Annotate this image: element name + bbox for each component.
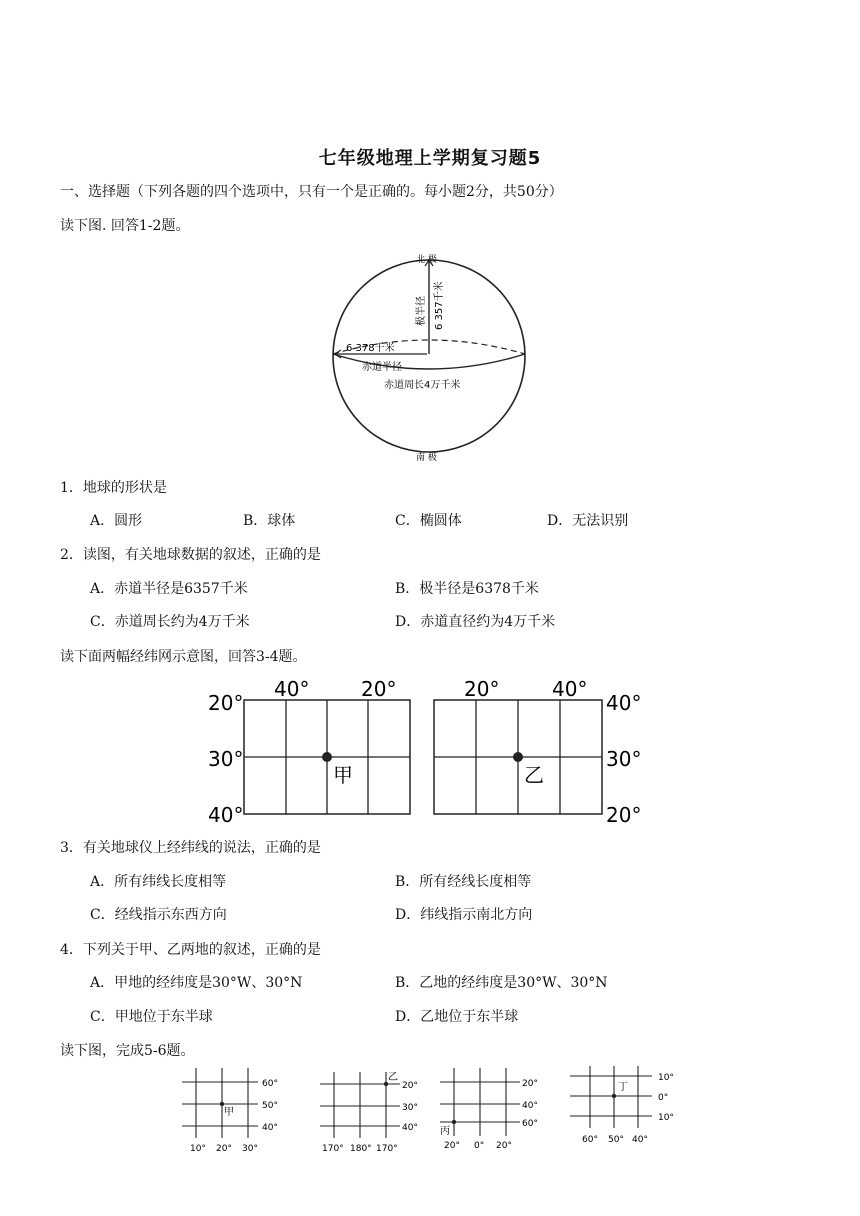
small-bing-bottom-2: 0° — [474, 1141, 485, 1151]
yi-top-label-2: 40° — [552, 677, 588, 701]
small-jia-point: 甲 — [224, 1107, 234, 1118]
q1-option-d[interactable]: D．无法识别 — [547, 513, 629, 529]
polar-radius-value: 6 357千米 — [434, 281, 445, 330]
equator-circumference-label: 赤道周长4万千米 — [384, 380, 461, 391]
section-heading: 一、选择题（下列各题的四个选项中，只有一个是正确的。每小题2分，共50分） — [60, 184, 563, 200]
jia-left-label-3: 40° — [208, 803, 244, 826]
small-yi-bottom-3: 170° — [376, 1144, 398, 1154]
q4-option-c[interactable]: C．甲地位于东半球 — [90, 1009, 213, 1025]
small-yi-bottom-2: 180° — [350, 1144, 372, 1154]
north-pole-label: 北 极 — [416, 255, 437, 265]
intro-5-6: 读下图，完成5-6题。 — [60, 1043, 195, 1059]
intro-1-2: 读下图. 回答1-2题。 — [60, 218, 190, 234]
small-graticule-bing — [436, 1064, 552, 1156]
jia-top-label-2: 20° — [361, 677, 397, 701]
q4-option-a[interactable]: A．甲地的经纬度是30°W、30°N — [90, 975, 303, 991]
q3-option-c[interactable]: C．经线指示东西方向 — [90, 907, 227, 923]
small-bing-right-1: 20° — [522, 1079, 538, 1089]
globe-diagram — [326, 248, 536, 464]
q2-option-b[interactable]: B．极半径是6378千米 — [395, 581, 539, 597]
q2-option-c[interactable]: C．赤道周长约为4万千米 — [90, 614, 250, 630]
equatorial-radius-label: 赤道半径 — [362, 362, 402, 373]
small-bing-bottom-1: 20° — [444, 1141, 460, 1151]
question-1-stem: 1．地球的形状是 — [60, 480, 167, 496]
south-pole-label: 南 极 — [416, 453, 437, 463]
q3-option-a[interactable]: A．所有纬线长度相等 — [90, 874, 227, 890]
small-ding-bottom-2: 50° — [608, 1135, 624, 1145]
small-yi-right-2: 30° — [402, 1103, 418, 1113]
small-graticule-ding — [566, 1064, 686, 1156]
small-bing-bottom-3: 20° — [496, 1141, 512, 1151]
small-jia-right-1: 60° — [262, 1079, 278, 1089]
yi-right-label-1: 40° — [606, 691, 642, 715]
small-yi-right-3: 40° — [402, 1123, 418, 1133]
q4-option-d[interactable]: D．乙地位于东半球 — [395, 1009, 519, 1025]
small-bing-right-3: 60° — [522, 1119, 538, 1129]
small-jia-bottom-1: 10° — [190, 1144, 206, 1154]
point-jia-marker — [322, 752, 332, 762]
q2-option-d[interactable]: D．赤道直径约为4万千米 — [395, 614, 556, 630]
q1-option-a[interactable]: A．圆形 — [90, 513, 143, 529]
q3-option-b[interactable]: B．所有经线长度相等 — [395, 874, 532, 890]
small-jia-bottom-2: 20° — [216, 1144, 232, 1154]
small-ding-right-1: 10° — [658, 1073, 674, 1083]
yi-right-label-3: 20° — [606, 803, 642, 826]
equatorial-radius-value: 6 378千米 — [346, 343, 395, 354]
q1-option-c[interactable]: C．椭圆体 — [395, 513, 462, 529]
small-jia-bottom-3: 30° — [242, 1144, 258, 1154]
small-yi-point: 乙 — [388, 1072, 398, 1083]
jia-point-label: 甲 — [333, 763, 353, 787]
yi-right-label-2: 30° — [606, 747, 642, 771]
question-4-stem: 4．下列关于甲、乙两地的叙述，正确的是 — [60, 942, 321, 958]
jia-left-label-1: 20° — [208, 691, 244, 715]
small-jia-right-3: 40° — [262, 1123, 278, 1133]
point-yi-marker — [513, 752, 523, 762]
small-yi-right-1: 20° — [402, 1081, 418, 1091]
yi-top-label-1: 20° — [464, 677, 500, 701]
small-ding-point: 丁 — [618, 1082, 628, 1093]
q1-option-b[interactable]: B．球体 — [243, 513, 296, 529]
polar-radius-label: 极半径 — [416, 296, 427, 326]
small-bing-point: 丙 — [440, 1126, 450, 1137]
page-title: 七年级地理上学期复习题5 — [318, 148, 542, 169]
q4-option-b[interactable]: B．乙地的经纬度是30°W、30°N — [395, 975, 608, 991]
graticule-jia — [206, 674, 416, 826]
question-3-stem: 3．有关地球仪上经纬线的说法，正确的是 — [60, 840, 321, 856]
small-ding-right-3: 10° — [658, 1113, 674, 1123]
intro-3-4: 读下面两幅经纬网示意图，回答3-4题。 — [60, 649, 307, 665]
small-ding-bottom-1: 60° — [582, 1135, 598, 1145]
small-yi-bottom-1: 170° — [322, 1144, 344, 1154]
jia-left-label-2: 30° — [208, 747, 244, 771]
small-bing-right-2: 40° — [522, 1101, 538, 1111]
small-ding-right-2: 0° — [658, 1093, 669, 1103]
q3-option-d[interactable]: D．纬线指示南北方向 — [395, 907, 533, 923]
small-graticule-jia — [178, 1064, 288, 1156]
graticule-yi — [432, 674, 642, 826]
yi-point-label: 乙 — [524, 763, 544, 787]
jia-top-label-1: 40° — [274, 677, 310, 701]
small-graticule-yi — [316, 1064, 428, 1156]
small-jia-right-2: 50° — [262, 1101, 278, 1111]
small-ding-bottom-3: 40° — [632, 1135, 648, 1145]
q2-option-a[interactable]: A．赤道半径是6357千米 — [90, 581, 248, 597]
question-2-stem: 2．读图，有关地球数据的叙述，正确的是 — [60, 547, 321, 563]
